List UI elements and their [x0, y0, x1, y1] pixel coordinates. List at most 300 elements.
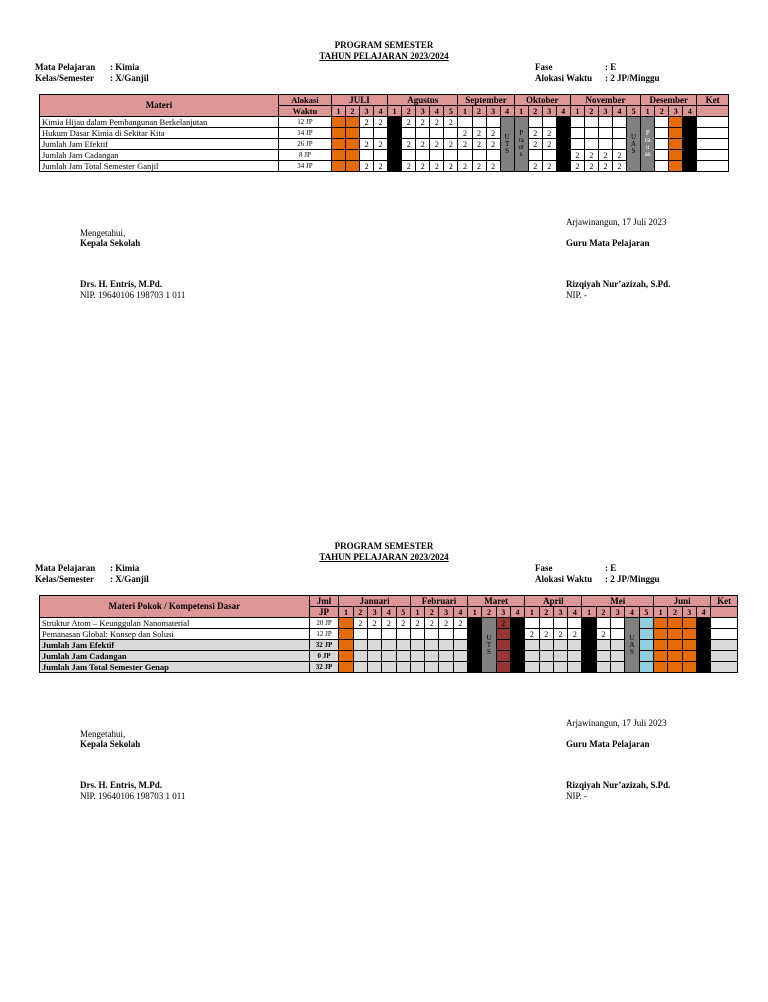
- sem1-week-8: 4: [430, 106, 444, 117]
- table-row: [40, 117, 729, 128]
- prauts-column: [514, 117, 528, 172]
- week-cell: [655, 128, 669, 139]
- sem1-week-5: 1: [388, 106, 402, 117]
- week-cell: [360, 150, 374, 161]
- week-cell: [655, 161, 669, 172]
- week-cell: [596, 662, 610, 673]
- sem2-week-5: 5: [396, 607, 410, 618]
- week-cell: [655, 139, 669, 150]
- week-cell: [570, 117, 584, 128]
- principal-title-2: Kepala Sekolah: [80, 739, 141, 749]
- ket-cell: [711, 640, 738, 651]
- week-cell: [582, 662, 596, 673]
- uas-column-2-text: UAS: [629, 633, 635, 656]
- teacher-title-2: Guru Mata Pelajaran: [566, 739, 650, 749]
- col-ket: Ket: [697, 95, 729, 106]
- week-cell: [339, 651, 353, 662]
- week-cell: 2: [556, 128, 570, 139]
- subject-label: Mata Pelajaran: [35, 62, 96, 72]
- meta-left: [35, 62, 149, 84]
- week-cell: [331, 161, 345, 172]
- teacher-title: Guru Mata Pelajaran: [566, 238, 650, 248]
- week-cell: [367, 651, 381, 662]
- week-cell: 2: [439, 618, 453, 629]
- week-cell: 2: [496, 618, 510, 629]
- week-cell: [668, 651, 682, 662]
- prauas-column: [641, 117, 655, 172]
- sem2-week-24: 2: [668, 607, 682, 618]
- uts-column-2-text: UTS: [486, 633, 492, 656]
- doc-year-2: TAHUN PELAJARAN 2023/2024: [319, 552, 449, 562]
- week-cell: 2: [374, 161, 388, 172]
- week-cell: [682, 640, 696, 651]
- uts-column-2: [482, 618, 496, 673]
- sem1-week-4: 4: [374, 106, 388, 117]
- week-cell: 2: [553, 629, 567, 640]
- week-cell: [396, 629, 410, 640]
- week-cell: 2: [528, 161, 542, 172]
- col-ket-2: Ket: [711, 596, 738, 607]
- meta-left-2: [35, 563, 149, 585]
- week-cell: [584, 128, 598, 139]
- table-row: [40, 139, 729, 150]
- week-cell: [568, 618, 582, 629]
- sem1-week-9: 5: [444, 106, 458, 117]
- week-cell: [598, 117, 612, 128]
- week-cell: [468, 629, 482, 640]
- week-cell: [374, 128, 388, 139]
- week-cell: [654, 662, 668, 673]
- phase-value: : E: [605, 62, 617, 72]
- week-cell: 2: [528, 139, 542, 150]
- sem2-week-11: 2: [482, 607, 496, 618]
- week-cell: 2: [598, 150, 612, 161]
- week-cell: 2: [584, 161, 598, 172]
- ket-cell: [697, 117, 729, 128]
- week-cell: [596, 651, 610, 662]
- prauts-column-text: Prauts: [518, 129, 524, 158]
- week-cell: 2: [542, 139, 556, 150]
- week-cell: [570, 139, 584, 150]
- week-cell: [596, 618, 610, 629]
- week-cell: 2: [444, 117, 458, 128]
- week-cell: [425, 651, 439, 662]
- week-cell: [472, 117, 486, 128]
- doc-title: PROGRAM SEMESTER: [334, 40, 434, 50]
- week-cell: [346, 139, 360, 150]
- month-november: November: [570, 95, 640, 106]
- week-cell: 2: [582, 629, 596, 640]
- sem2-week-22: 5: [639, 607, 653, 618]
- week-cell: [639, 629, 653, 640]
- time-label: Alokasi Waktu: [535, 73, 593, 83]
- week-cell: [655, 117, 669, 128]
- week-cell: [388, 117, 402, 128]
- week-cell: [528, 117, 542, 128]
- sem1-week-7: 3: [416, 106, 430, 117]
- week-cell: [682, 618, 696, 629]
- week-cell: [430, 128, 444, 139]
- month-juni: Juni: [654, 596, 711, 607]
- week-cell: [416, 128, 430, 139]
- row-jp: 32 JP: [309, 640, 339, 651]
- week-cell: [668, 618, 682, 629]
- week-cell: [367, 629, 381, 640]
- week-cell: [425, 640, 439, 651]
- week-cell: [542, 150, 556, 161]
- sem2-week-8: 3: [439, 607, 453, 618]
- acknowledged-2: Mengetahui,: [80, 729, 126, 739]
- week-cell: [496, 629, 510, 640]
- week-cell: 2: [486, 128, 500, 139]
- meta-right-2: [535, 563, 660, 585]
- week-cell: [346, 117, 360, 128]
- sem1-week-23: 1: [641, 106, 655, 117]
- week-cell: 2: [444, 139, 458, 150]
- week-cell: [669, 150, 683, 161]
- week-cell: [669, 161, 683, 172]
- row-label: Kimia Hijau dalam Pembangunan Berkelanjutan: [40, 117, 279, 128]
- month-april: April: [525, 596, 582, 607]
- col-jml: Jml: [309, 596, 339, 607]
- week-cell: [696, 651, 710, 662]
- sem2-week-25: 3: [682, 607, 696, 618]
- ket-cell: [711, 651, 738, 662]
- week-cell: [346, 150, 360, 161]
- week-cell: 2: [458, 128, 472, 139]
- week-cell: [396, 640, 410, 651]
- sem2-week-15: 2: [539, 607, 553, 618]
- week-cell: 2: [556, 161, 570, 172]
- week-cell: [683, 128, 697, 139]
- week-cell: [556, 117, 570, 128]
- week-cell: 2: [542, 128, 556, 139]
- week-cell: [510, 662, 524, 673]
- row-label: Pemanasan Global: Konsep dan Solusi: [40, 629, 310, 640]
- week-cell: 2: [360, 117, 374, 128]
- sem1-week-6: 2: [402, 106, 416, 117]
- week-cell: [683, 117, 697, 128]
- week-cell: [525, 640, 539, 651]
- ket-cell: [697, 139, 729, 150]
- row-jp: 34 JP: [278, 161, 331, 172]
- class-value-2: : X/Ganjil: [110, 574, 149, 584]
- subject-label-2: Mata Pelajaran: [35, 563, 96, 573]
- week-cell: [611, 629, 625, 640]
- week-cell: 2: [525, 629, 539, 640]
- row-jp: 8 JP: [278, 150, 331, 161]
- week-cell: 2: [539, 629, 553, 640]
- week-cell: [582, 651, 596, 662]
- week-cell: [339, 618, 353, 629]
- week-cell: [696, 629, 710, 640]
- week-cell: [539, 662, 553, 673]
- sem1-week-15: 2: [528, 106, 542, 117]
- table-row: [40, 128, 729, 139]
- teacher-name-2: Rizqiyah Nur’azizah, S.Pd.: [566, 780, 671, 790]
- schedule-table-ganjil: [39, 94, 729, 172]
- week-cell: [353, 662, 367, 673]
- week-cell: [612, 128, 626, 139]
- week-cell: [458, 117, 472, 128]
- week-cell: 2: [396, 618, 410, 629]
- table-row: [40, 618, 738, 629]
- week-cell: 2: [416, 161, 430, 172]
- doc-year: TAHUN PELAJARAN 2023/2024: [319, 51, 449, 61]
- principal-nip-2: NIP. 19640106 198703 1 011: [80, 791, 186, 801]
- sem1-week-18: 1: [570, 106, 584, 117]
- week-cell: 2: [382, 618, 396, 629]
- week-cell: [472, 150, 486, 161]
- sem2-week-14: 1: [525, 607, 539, 618]
- week-cell: [528, 150, 542, 161]
- month-agustus: Agustus: [388, 95, 458, 106]
- week-cell: [496, 662, 510, 673]
- week-cell: 2: [472, 128, 486, 139]
- week-cell: [353, 629, 367, 640]
- week-cell: 2: [402, 117, 416, 128]
- class-label: Kelas/Semester: [35, 73, 94, 83]
- sem1-week-22: 5: [627, 106, 641, 117]
- week-cell: [669, 128, 683, 139]
- week-cell: [396, 662, 410, 673]
- week-cell: [669, 117, 683, 128]
- week-cell: [556, 150, 570, 161]
- week-cell: [612, 117, 626, 128]
- week-cell: [596, 640, 610, 651]
- acknowledged: Mengetahui,: [80, 228, 126, 238]
- month-maret: Maret: [468, 596, 525, 607]
- sem1-week-17: 4: [556, 106, 570, 117]
- sem1-week-19: 2: [584, 106, 598, 117]
- week-cell: [598, 128, 612, 139]
- week-cell: 2: [468, 618, 482, 629]
- row-jp: 26 JP: [278, 139, 331, 150]
- week-cell: [570, 128, 584, 139]
- place-date-2: Arjawinangun, 17 Juli 2023: [566, 718, 667, 728]
- time-value-2: : 2 JP/Minggu: [605, 574, 660, 584]
- week-cell: 2: [402, 161, 416, 172]
- week-cell: 2: [486, 139, 500, 150]
- phase-label: Fase: [535, 62, 553, 72]
- week-cell: [353, 640, 367, 651]
- week-cell: [668, 629, 682, 640]
- week-cell: [539, 618, 553, 629]
- week-cell: 2: [430, 117, 444, 128]
- sem2-week-10: 1: [468, 607, 482, 618]
- month-februari: Februari: [410, 596, 467, 607]
- week-cell: 2: [360, 161, 374, 172]
- week-cell: 2: [612, 161, 626, 172]
- time-label-2: Alokasi Waktu: [535, 574, 593, 584]
- sem1-week-2: 2: [346, 106, 360, 117]
- sem2-week-20: 3: [611, 607, 625, 618]
- week-cell: [453, 651, 467, 662]
- week-cell: 2: [596, 629, 610, 640]
- sem2-week-17: 4: [568, 607, 582, 618]
- week-cell: [410, 629, 424, 640]
- week-cell: [668, 662, 682, 673]
- week-cell: 2: [528, 128, 542, 139]
- week-cell: [410, 640, 424, 651]
- week-cell: [639, 640, 653, 651]
- week-cell: [439, 640, 453, 651]
- row-label: Jumlah Jam Total Semester Ganjil: [40, 161, 279, 172]
- uas-column-2: [625, 618, 639, 673]
- sem2-week-21: 4: [625, 607, 639, 618]
- teacher-nip: NIP. -: [566, 290, 588, 300]
- sem2-week-26: 4: [696, 607, 710, 618]
- sem2-week-6: 1: [410, 607, 424, 618]
- week-cell: 2: [374, 139, 388, 150]
- week-cell: [611, 640, 625, 651]
- week-cell: 2: [472, 161, 486, 172]
- month-september: September: [458, 95, 514, 106]
- prauas-column-text: Prauas: [644, 129, 651, 158]
- sem2-week-2: 2: [353, 607, 367, 618]
- week-cell: [410, 662, 424, 673]
- week-cell: [669, 139, 683, 150]
- week-cell: [331, 139, 345, 150]
- sem2-week-18: 1: [582, 607, 596, 618]
- week-cell: 2: [458, 139, 472, 150]
- week-cell: [439, 662, 453, 673]
- sem1-week-3: 3: [360, 106, 374, 117]
- week-cell: [611, 662, 625, 673]
- week-cell: [346, 128, 360, 139]
- principal-nip: NIP. 19640106 198703 1 011: [80, 290, 186, 300]
- week-cell: [388, 161, 402, 172]
- week-cell: [339, 640, 353, 651]
- week-cell: 2: [425, 618, 439, 629]
- teacher-name: Rizqiyah Nur’azizah, S.Pd.: [566, 279, 671, 289]
- week-cell: [382, 640, 396, 651]
- row-jp: 14 JP: [278, 128, 331, 139]
- sem2-week-23: 1: [654, 607, 668, 618]
- week-cell: [525, 651, 539, 662]
- week-cell: [553, 651, 567, 662]
- week-cell: 2: [374, 117, 388, 128]
- week-cell: [353, 651, 367, 662]
- time-value: : 2 JP/Minggu: [605, 73, 660, 83]
- week-cell: [525, 618, 539, 629]
- week-cell: [468, 640, 482, 651]
- week-cell: [346, 161, 360, 172]
- week-cell: [568, 640, 582, 651]
- sem2-week-3: 3: [367, 607, 381, 618]
- week-cell: [496, 651, 510, 662]
- week-cell: [444, 128, 458, 139]
- week-cell: 2: [570, 161, 584, 172]
- meta-right: [535, 62, 660, 84]
- week-cell: 2: [612, 150, 626, 161]
- week-cell: [468, 662, 482, 673]
- uas-column: [627, 117, 641, 172]
- week-cell: [611, 618, 625, 629]
- week-cell: [388, 128, 402, 139]
- week-cell: [582, 618, 596, 629]
- week-cell: [639, 618, 653, 629]
- week-cell: [654, 618, 668, 629]
- week-cell: [683, 139, 697, 150]
- sem1-week-21: 4: [612, 106, 626, 117]
- week-cell: [367, 640, 381, 651]
- ket-cell: [697, 161, 729, 172]
- week-cell: [598, 139, 612, 150]
- row-label: Jumlah Jam Cadangan: [40, 651, 310, 662]
- week-cell: [430, 150, 444, 161]
- week-cell: 2: [570, 150, 584, 161]
- week-cell: [453, 629, 467, 640]
- week-cell: [382, 662, 396, 673]
- sem1-week-12: 3: [486, 106, 500, 117]
- week-cell: [444, 150, 458, 161]
- row-jp: 12 JP: [309, 629, 339, 640]
- month-januari: Januari: [339, 596, 410, 607]
- week-cell: 2: [556, 139, 570, 150]
- sem2-week-16: 3: [553, 607, 567, 618]
- sem1-week-11: 2: [472, 106, 486, 117]
- week-cell: [453, 640, 467, 651]
- col-materi-pokok: Materi Pokok / Kompetensi Dasar: [40, 596, 310, 618]
- week-cell: 2: [430, 139, 444, 150]
- week-cell: 2: [472, 139, 486, 150]
- week-cell: [439, 629, 453, 640]
- class-label-2: Kelas/Semester: [35, 574, 94, 584]
- row-label: Struktur Atom – Keunggulan Nanomaterial: [40, 618, 310, 629]
- uts-column: [500, 117, 514, 172]
- week-cell: [525, 662, 539, 673]
- week-cell: 2: [416, 117, 430, 128]
- week-cell: [611, 651, 625, 662]
- week-cell: 2: [598, 161, 612, 172]
- week-cell: [542, 117, 556, 128]
- week-cell: [382, 651, 396, 662]
- week-cell: [682, 629, 696, 640]
- sem2-week-4: 4: [382, 607, 396, 618]
- month-desember: Desember: [641, 95, 697, 106]
- week-cell: [425, 629, 439, 640]
- row-label: Jumlah Jam Cadangan: [40, 150, 279, 161]
- sem2-week-19: 2: [596, 607, 610, 618]
- phase-value-2: : E: [605, 563, 617, 573]
- row-jp: 0 JP: [309, 651, 339, 662]
- sem2-week-9: 4: [453, 607, 467, 618]
- week-cell: [416, 150, 430, 161]
- row-jp: 32 JP: [309, 662, 339, 673]
- week-cell: 2: [458, 161, 472, 172]
- doc-title-2: PROGRAM SEMESTER: [334, 541, 434, 551]
- week-cell: [402, 150, 416, 161]
- week-cell: [388, 139, 402, 150]
- week-cell: 2: [444, 161, 458, 172]
- week-cell: 2: [453, 618, 467, 629]
- week-cell: [654, 640, 668, 651]
- sem2-week-13: 4: [510, 607, 524, 618]
- week-cell: [331, 128, 345, 139]
- row-jp: 20 JP: [309, 618, 339, 629]
- week-cell: [696, 618, 710, 629]
- uts-column-text: UTS: [504, 132, 510, 155]
- week-cell: [539, 640, 553, 651]
- week-cell: [682, 662, 696, 673]
- table-row: [40, 161, 729, 172]
- sem2-week-7: 2: [425, 607, 439, 618]
- week-cell: 2: [360, 139, 374, 150]
- col-alokasi: Alokasi: [278, 95, 331, 106]
- week-cell: 2: [584, 150, 598, 161]
- row-label: Jumlah Jam Efektif: [40, 640, 310, 651]
